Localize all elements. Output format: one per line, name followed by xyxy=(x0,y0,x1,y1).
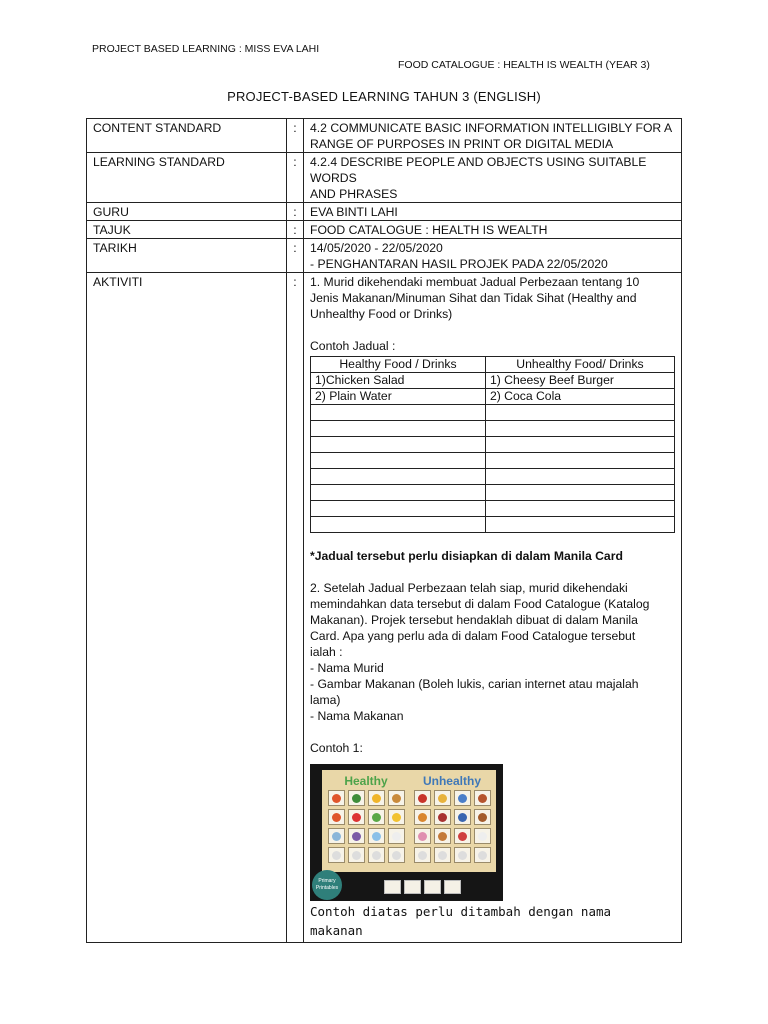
table-cell xyxy=(311,469,486,485)
table-row-empty xyxy=(311,469,675,485)
food-icon xyxy=(372,813,381,822)
label-tarikh: TARIKH xyxy=(87,239,287,273)
food-icon-cell xyxy=(368,847,385,863)
food-card xyxy=(404,880,421,894)
table-cell xyxy=(311,437,486,453)
healthy-food-grid xyxy=(328,790,405,863)
lesson-plan-table xyxy=(86,118,682,943)
instruction-line: lama) xyxy=(310,693,341,707)
food-icon xyxy=(418,851,427,860)
food-icon xyxy=(372,832,381,841)
food-card xyxy=(424,880,441,894)
table-cell xyxy=(311,485,486,501)
food-icon-cell xyxy=(328,790,345,806)
table-row-empty xyxy=(311,517,675,533)
table-row xyxy=(311,373,675,389)
label-content-standard: CONTENT STANDARD xyxy=(87,119,287,153)
food-icon xyxy=(438,813,447,822)
food-card xyxy=(384,880,401,894)
colon: : xyxy=(287,239,304,273)
table-row xyxy=(311,389,675,405)
food-icon xyxy=(332,851,341,860)
food-icon xyxy=(438,794,447,803)
label-guru: GURU xyxy=(87,203,287,221)
colon: : xyxy=(287,273,304,943)
food-icon xyxy=(418,832,427,841)
food-icon xyxy=(352,851,361,860)
food-icon-cell xyxy=(454,790,471,806)
food-icon xyxy=(458,794,467,803)
row-learning-standard xyxy=(87,153,682,203)
food-cards xyxy=(384,880,461,894)
instruction-line: 1. Murid dikehendaki membuat Jadual Perbezaan tentang 10 xyxy=(310,275,640,289)
primary-printables-logo: Primary Printables xyxy=(312,870,342,900)
food-icon-cell xyxy=(414,828,431,844)
food-icon xyxy=(332,832,341,841)
food-icon-cell xyxy=(434,790,451,806)
table-cell xyxy=(485,453,674,469)
table-cell: 1)Chicken Salad xyxy=(311,373,486,389)
food-icon xyxy=(352,832,361,841)
instruction-line: - Nama Makanan xyxy=(310,709,404,723)
food-icon xyxy=(438,851,447,860)
food-icon-cell xyxy=(368,809,385,825)
label-learning-standard: LEARNING STANDARD xyxy=(87,153,287,203)
food-icon-cell xyxy=(414,809,431,825)
food-icon-cell xyxy=(434,809,451,825)
instruction-line: memindahkan data tersebut di dalam Food Catalogue (Katalog xyxy=(310,597,650,611)
table-cell xyxy=(485,469,674,485)
food-icon-cell xyxy=(368,828,385,844)
text-line: - PENGHANTARAN HASIL PROJEK PADA 22/05/2020 xyxy=(310,257,608,271)
value-guru: EVA BINTI LAHI xyxy=(304,203,682,221)
food-icon-cell xyxy=(388,790,405,806)
food-icon-cell xyxy=(388,828,405,844)
food-icon xyxy=(478,813,487,822)
food-icon-cell xyxy=(474,809,491,825)
header-unhealthy: Unhealthy Food/ Drinks xyxy=(485,357,674,373)
table-cell xyxy=(485,501,674,517)
food-icon xyxy=(332,794,341,803)
table-cell xyxy=(311,453,486,469)
text-line: 4.2 COMMUNICATE BASIC INFORMATION INTELLIGIBLY FOR A xyxy=(310,121,673,135)
caption-line: Contoh diatas perlu ditambah dengan nama xyxy=(310,904,612,919)
food-icon-cell xyxy=(328,809,345,825)
label-aktiviti: AKTIVITI xyxy=(87,273,287,943)
table-row-empty xyxy=(311,485,675,501)
food-icon xyxy=(458,813,467,822)
header-left: PROJECT BASED LEARNING : MISS EVA LAHI xyxy=(92,43,320,55)
table-cell xyxy=(485,421,674,437)
spacer xyxy=(310,322,675,338)
header-right: FOOD CATALOGUE : HEALTH IS WEALTH (YEAR 3) xyxy=(398,59,650,71)
food-icon xyxy=(372,794,381,803)
example-table-header xyxy=(311,357,675,373)
instruction-line: - Nama Murid xyxy=(310,661,384,675)
label-tajuk: TAJUK xyxy=(87,221,287,239)
table-cell xyxy=(485,437,674,453)
unhealthy-folder-title: Unhealthy xyxy=(422,774,481,788)
food-icon-cell xyxy=(414,847,431,863)
row-tarikh xyxy=(87,239,682,273)
food-icon xyxy=(478,851,487,860)
food-icon xyxy=(458,851,467,860)
food-icon-cell xyxy=(454,847,471,863)
header-healthy: Healthy Food / Drinks xyxy=(311,357,486,373)
instruction-line: - Gambar Makanan (Boleh lukis, carian internet atau majalah xyxy=(310,677,639,691)
food-icon-cell xyxy=(328,828,345,844)
table-cell xyxy=(311,517,486,533)
text-line: 4.2.4 DESCRIBE PEOPLE AND OBJECTS USING SUITABLE WORDS xyxy=(310,155,647,185)
food-icon xyxy=(438,832,447,841)
table-cell xyxy=(311,405,486,421)
text-line: AND PHRASES xyxy=(310,187,398,201)
colon: : xyxy=(287,119,304,153)
instruction-line: ialah : xyxy=(310,645,343,659)
healthy-folder xyxy=(322,770,410,872)
food-icon-cell xyxy=(388,809,405,825)
food-icon-cell xyxy=(368,790,385,806)
table-cell xyxy=(485,517,674,533)
spacer xyxy=(310,564,675,580)
food-icon xyxy=(418,813,427,822)
colon: : xyxy=(287,221,304,239)
table-cell: 2) Coca Cola xyxy=(485,389,674,405)
page-title: PROJECT-BASED LEARNING TAHUN 3 (ENGLISH) xyxy=(227,89,541,104)
food-icon-cell xyxy=(348,809,365,825)
food-icon-cell xyxy=(474,847,491,863)
table-row-empty xyxy=(311,453,675,469)
table-row-empty xyxy=(311,437,675,453)
row-tajuk xyxy=(87,221,682,239)
value-aktiviti xyxy=(304,273,682,943)
food-icon-cell xyxy=(434,847,451,863)
table-cell: 1) Cheesy Beef Burger xyxy=(485,373,674,389)
image-caption xyxy=(310,902,675,940)
row-content-standard xyxy=(87,119,682,153)
food-icon xyxy=(392,851,401,860)
text-line: 14/05/2020 - 22/05/2020 xyxy=(310,241,443,255)
table-cell xyxy=(485,485,674,501)
food-icon xyxy=(352,794,361,803)
food-icon xyxy=(478,794,487,803)
table-cell: 2) Plain Water xyxy=(311,389,486,405)
table-cell xyxy=(311,421,486,437)
unhealthy-food-grid xyxy=(414,790,491,863)
food-icon-cell xyxy=(454,828,471,844)
food-card xyxy=(444,880,461,894)
food-icon-cell xyxy=(434,828,451,844)
food-icon-cell xyxy=(414,790,431,806)
caption-line: makanan xyxy=(310,923,363,938)
example-table xyxy=(310,356,675,533)
food-icon-cell xyxy=(348,790,365,806)
unhealthy-folder xyxy=(408,770,496,872)
table-row-empty xyxy=(311,405,675,421)
food-icon-cell xyxy=(474,790,491,806)
table-cell xyxy=(485,405,674,421)
food-icon xyxy=(392,832,401,841)
food-icon-cell xyxy=(348,847,365,863)
food-icon xyxy=(332,813,341,822)
value-content-standard xyxy=(304,119,682,153)
table-cell xyxy=(311,501,486,517)
healthy-folder-title: Healthy xyxy=(344,774,388,788)
text-line: RANGE OF PURPOSES IN PRINT OR DIGITAL MEDIA xyxy=(310,137,614,151)
food-icon-cell xyxy=(454,809,471,825)
food-icon xyxy=(392,813,401,822)
example1-label: Contoh 1: xyxy=(310,741,363,755)
instruction-line: Makanan). Projek tersebut hendaklah dibuat di dalam Manila xyxy=(310,613,638,627)
colon: : xyxy=(287,153,304,203)
colon: : xyxy=(287,203,304,221)
food-icon xyxy=(458,832,467,841)
table-row-empty xyxy=(311,421,675,437)
value-tajuk: FOOD CATALOGUE : HEALTH IS WEALTH xyxy=(304,221,682,239)
food-icon-cell xyxy=(388,847,405,863)
food-icon-cell xyxy=(328,847,345,863)
value-tarikh xyxy=(304,239,682,273)
instruction-line: Card. Apa yang perlu ada di dalam Food Catalogue tersebut xyxy=(310,629,636,643)
instruction-line: Jenis Makanan/Minuman Sihat dan Tidak Sihat (Healthy and xyxy=(310,291,637,305)
example-table-label: Contoh Jadual : xyxy=(310,339,396,353)
food-icon xyxy=(352,813,361,822)
instruction-line: Unhealthy Food or Drinks) xyxy=(310,307,453,321)
food-catalogue-example-image xyxy=(310,764,503,901)
table-row-empty xyxy=(311,501,675,517)
food-icon xyxy=(372,851,381,860)
food-icon-cell xyxy=(474,828,491,844)
food-icon xyxy=(392,794,401,803)
row-guru xyxy=(87,203,682,221)
instruction-line: 2. Setelah Jadual Perbezaan telah siap, murid dikehendaki xyxy=(310,581,628,595)
food-icon xyxy=(418,794,427,803)
row-aktiviti xyxy=(87,273,682,943)
spacer xyxy=(310,724,675,740)
food-icon xyxy=(478,832,487,841)
food-icon-cell xyxy=(348,828,365,844)
value-learning-standard xyxy=(304,153,682,203)
manila-card-note: *Jadual tersebut perlu disiapkan di dalam Manila Card xyxy=(310,549,623,563)
spacer xyxy=(310,533,675,548)
